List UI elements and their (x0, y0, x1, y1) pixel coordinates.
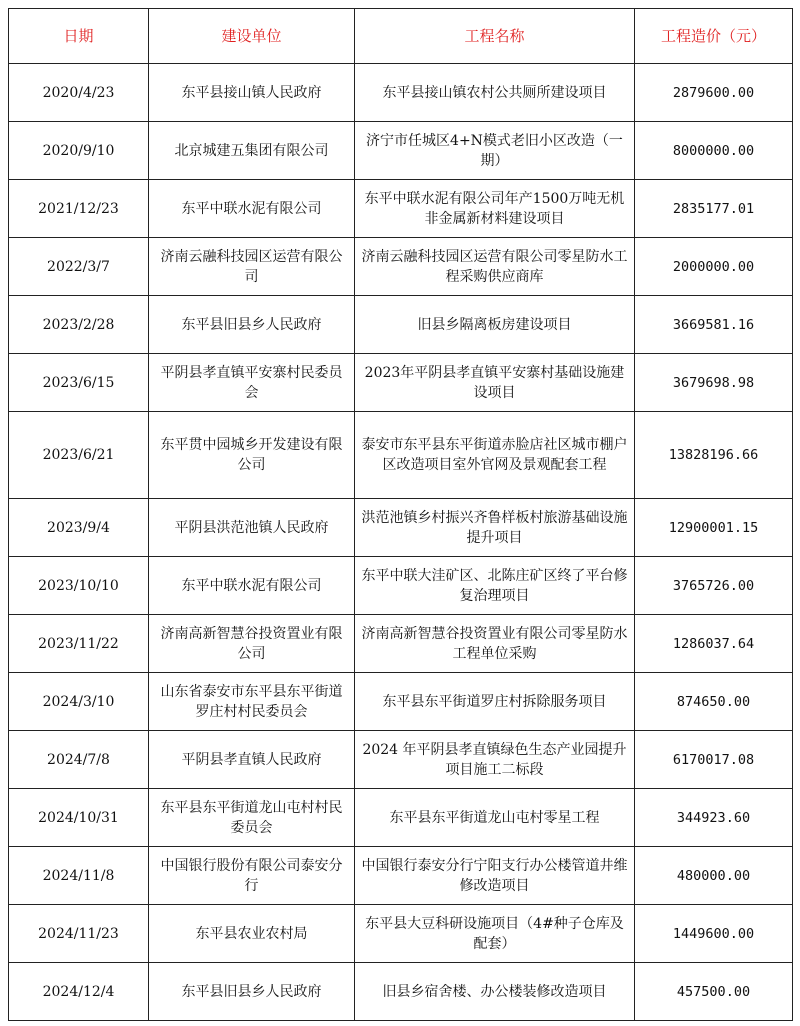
cell-cost: 1286037.64 (635, 615, 793, 673)
header-cost: 工程造价（元） (635, 9, 793, 64)
cell-date: 2023/2/28 (9, 296, 149, 354)
cell-unit: 东平中联水泥有限公司 (149, 180, 355, 238)
cell-name: 济宁市任城区4+N模式老旧小区改造（一期） (355, 122, 635, 180)
cell-date: 2023/11/22 (9, 615, 149, 673)
cell-name: 中国银行泰安分行宁阳支行办公楼管道井维修改造项目 (355, 847, 635, 905)
cell-unit: 济南高新智慧谷投资置业有限公司 (149, 615, 355, 673)
cell-unit: 山东省泰安市东平县东平街道罗庄村村民委员会 (149, 673, 355, 731)
header-date: 日期 (9, 9, 149, 64)
cell-cost: 344923.60 (635, 789, 793, 847)
cell-unit: 东平县旧县乡人民政府 (149, 296, 355, 354)
table-row (9, 499, 793, 557)
cell-name: 济南云融科技园区运营有限公司零星防水工程采购供应商库 (355, 238, 635, 296)
table-row (9, 412, 793, 499)
table-row (9, 615, 793, 673)
cell-date: 2023/6/15 (9, 354, 149, 412)
cell-name: 东平县大豆科研设施项目（4#种子仓库及配套） (355, 905, 635, 963)
cell-date: 2024/10/31 (9, 789, 149, 847)
cell-date: 2021/12/23 (9, 180, 149, 238)
cell-date: 2024/3/10 (9, 673, 149, 731)
cell-name: 旧县乡宿舍楼、办公楼装修改造项目 (355, 963, 635, 1021)
table-row (9, 673, 793, 731)
cell-cost: 2835177.01 (635, 180, 793, 238)
table-row (9, 731, 793, 789)
cell-date: 2023/10/10 (9, 557, 149, 615)
cell-unit: 东平县旧县乡人民政府 (149, 963, 355, 1021)
cell-unit: 东平县接山镇人民政府 (149, 64, 355, 122)
cell-date: 2022/3/7 (9, 238, 149, 296)
cell-name: 洪范池镇乡村振兴齐鲁样板村旅游基础设施提升项目 (355, 499, 635, 557)
cell-cost: 3765726.00 (635, 557, 793, 615)
cell-unit: 东平县农业农村局 (149, 905, 355, 963)
table-row (9, 296, 793, 354)
cell-cost: 874650.00 (635, 673, 793, 731)
table-row (9, 180, 793, 238)
cell-cost: 3669581.16 (635, 296, 793, 354)
cell-name: 东平中联大洼矿区、北陈庄矿区终了平台修复治理项目 (355, 557, 635, 615)
cell-name: 泰安市东平县东平街道赤脸店社区城市棚户区改造项目室外官网及景观配套工程 (355, 412, 635, 499)
cell-date: 2024/12/4 (9, 963, 149, 1021)
cell-name: 2024 年平阴县孝直镇绿色生态产业园提升项目施工二标段 (355, 731, 635, 789)
cell-name: 东平中联水泥有限公司年产1500万吨无机非金属新材料建设项目 (355, 180, 635, 238)
cell-name: 东平县东平街道罗庄村拆除服务项目 (355, 673, 635, 731)
cell-name: 旧县乡隔离板房建设项目 (355, 296, 635, 354)
table-row (9, 905, 793, 963)
cell-unit: 平阴县洪范池镇人民政府 (149, 499, 355, 557)
header-unit: 建设单位 (149, 9, 355, 64)
cell-unit: 平阴县孝直镇平安寨村民委员会 (149, 354, 355, 412)
table-row (9, 354, 793, 412)
table-row (9, 238, 793, 296)
project-table-container (8, 8, 792, 1021)
cell-cost: 2879600.00 (635, 64, 793, 122)
table-row (9, 963, 793, 1021)
cell-cost: 8000000.00 (635, 122, 793, 180)
cell-cost: 480000.00 (635, 847, 793, 905)
cell-cost: 13828196.66 (635, 412, 793, 499)
project-table (8, 8, 793, 1021)
table-row (9, 557, 793, 615)
cell-date: 2024/11/8 (9, 847, 149, 905)
cell-date: 2020/9/10 (9, 122, 149, 180)
cell-unit: 东平中联水泥有限公司 (149, 557, 355, 615)
cell-unit: 东平县东平街道龙山屯村村民委员会 (149, 789, 355, 847)
cell-unit: 平阴县孝直镇人民政府 (149, 731, 355, 789)
cell-name: 东平县接山镇农村公共厕所建设项目 (355, 64, 635, 122)
table-row (9, 789, 793, 847)
cell-name: 2023年平阴县孝直镇平安寨村基础设施建设项目 (355, 354, 635, 412)
cell-unit: 东平贯中园城乡开发建设有限公司 (149, 412, 355, 499)
table-row (9, 122, 793, 180)
table-row (9, 64, 793, 122)
cell-name: 济南高新智慧谷投资置业有限公司零星防水工程单位采购 (355, 615, 635, 673)
cell-cost: 12900001.15 (635, 499, 793, 557)
cell-date: 2023/9/4 (9, 499, 149, 557)
cell-name: 东平县东平街道龙山屯村零星工程 (355, 789, 635, 847)
cell-cost: 3679698.98 (635, 354, 793, 412)
cell-cost: 1449600.00 (635, 905, 793, 963)
cell-date: 2024/7/8 (9, 731, 149, 789)
cell-cost: 6170017.08 (635, 731, 793, 789)
table-header-row (9, 9, 793, 64)
cell-date: 2024/11/23 (9, 905, 149, 963)
cell-unit: 济南云融科技园区运营有限公司 (149, 238, 355, 296)
cell-unit: 中国银行股份有限公司泰安分行 (149, 847, 355, 905)
cell-date: 2023/6/21 (9, 412, 149, 499)
cell-cost: 457500.00 (635, 963, 793, 1021)
table-row (9, 847, 793, 905)
cell-cost: 2000000.00 (635, 238, 793, 296)
cell-date: 2020/4/23 (9, 64, 149, 122)
cell-unit: 北京城建五集团有限公司 (149, 122, 355, 180)
header-name: 工程名称 (355, 9, 635, 64)
